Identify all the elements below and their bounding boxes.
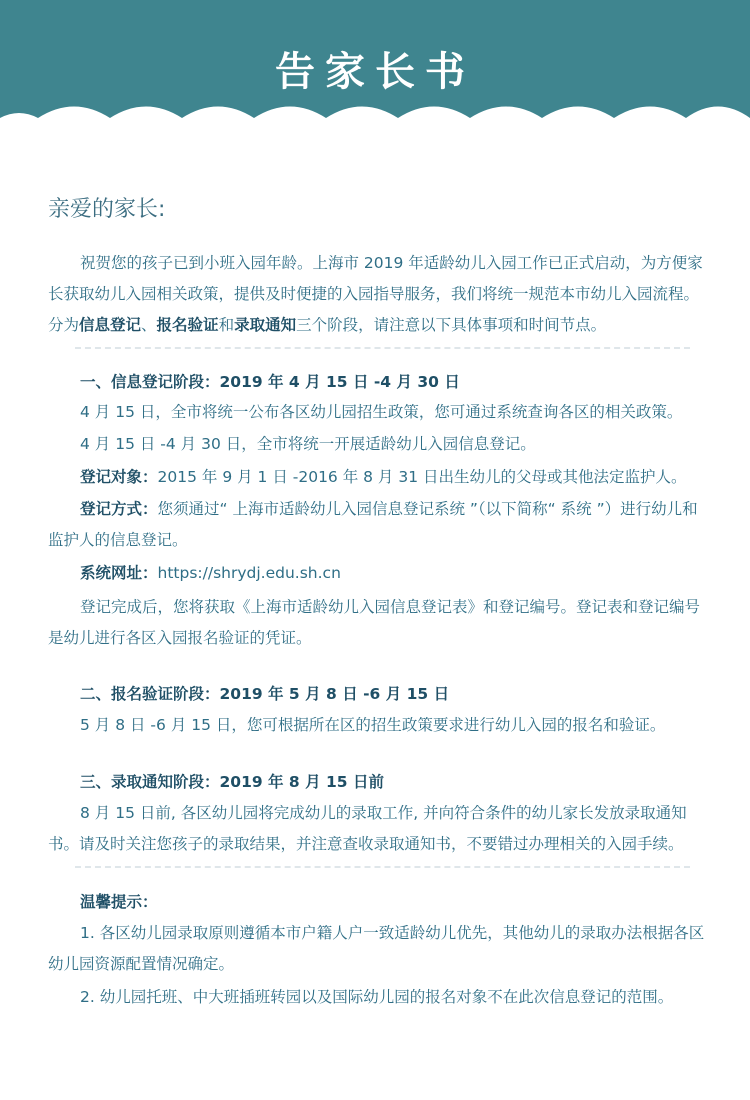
section1-title: 一、信息登记阶段：2019 年 4 月 15 日 -4 月 30 日 <box>80 373 460 391</box>
tips-item1: 1. 各区幼儿园录取原则遵循本市户籍人户一致适龄幼儿优先，其他幼儿的录取办法根据各区幼儿园资源配置情况确定。 <box>48 924 705 973</box>
url-label: 系统网址： <box>80 564 158 582</box>
intro-connector: 和 <box>218 316 235 334</box>
system-url-link[interactable]: https://shrydj.edu.sh.cn <box>157 564 341 582</box>
divider <box>75 866 690 868</box>
greeting: 亲爱的家长: <box>48 197 166 222</box>
section1-after: 登记完成后，您将获取《上海市适龄幼儿入园信息登记表》和登记编号。登记表和登记编号是幼儿进行各区入园报名验证的凭证。 <box>48 598 701 647</box>
section1-method <box>48 494 710 556</box>
target-label: 登记对象： <box>80 468 158 486</box>
method-label: 登记方式： <box>80 500 158 518</box>
tips-title: 温馨提示： <box>80 893 158 911</box>
tips-item2: 2. 幼儿园托班、中大班插班转园以及国际幼儿园的报名对象不在此次信息登记的范围。 <box>80 988 674 1006</box>
section3-line1: 8 月 15 日前, 各区幼儿园将完成幼儿的录取工作, 并向符合条件的幼儿家长发放录取通知书。请及时关注您孩子的录取结果，并注意查收录取通知书，不要错过办理相关的入园手续。 <box>48 804 687 853</box>
divider <box>75 347 690 349</box>
keyword-apply-verify: 报名验证 <box>156 316 219 334</box>
method-text: 您须通过“ 上海市适龄幼儿入园信息登记系统 ”（以下简称“ 系统 ”）进行幼儿和监护人的信息登记。 <box>48 500 698 549</box>
section1-line1: 4 月 15 日，全市将统一公布各区幼儿园招生政策，您可通过系统查询各区的相关政策。 <box>80 403 683 421</box>
section1-target <box>48 462 710 493</box>
section3-title: 三、录取通知阶段：2019 年 8 月 15 日前 <box>80 773 384 791</box>
section2-line1: 5 月 8 日 -6 月 15 日，您可根据所在区的招生政策要求进行幼儿入园的报名和验证。 <box>80 716 666 734</box>
section1-line2: 4 月 15 日 -4 月 30 日，全市将统一开展适龄幼儿入园信息登记。 <box>80 435 536 453</box>
intro-paragraph <box>48 248 708 341</box>
intro-text: 祝贺您的孩子已到小班入园年龄。上海市 2019 年适龄幼儿入园工作已正式启动，为方便家长获取幼儿入园相关政策，提供及时便捷的入园指导服务，我们将统一规范本市幼儿入园流程。分为 <box>48 254 703 334</box>
page-title: 告家长书 <box>275 49 475 95</box>
section1-url <box>48 558 710 589</box>
header-banner <box>0 0 750 150</box>
keyword-admission-notice: 录取通知 <box>234 316 297 334</box>
intro-text-end: 三个阶段，请注意以下具体事项和时间节点。 <box>296 316 607 334</box>
keyword-info-register: 信息登记 <box>79 316 142 334</box>
target-text: 2015 年 9 月 1 日 -2016 年 8 月 31 日出生幼儿的父母或其他法定监护人。 <box>157 468 687 486</box>
section2-title: 二、报名验证阶段：2019 年 5 月 8 日 -6 月 15 日 <box>80 685 450 703</box>
intro-separator: 、 <box>141 316 157 334</box>
